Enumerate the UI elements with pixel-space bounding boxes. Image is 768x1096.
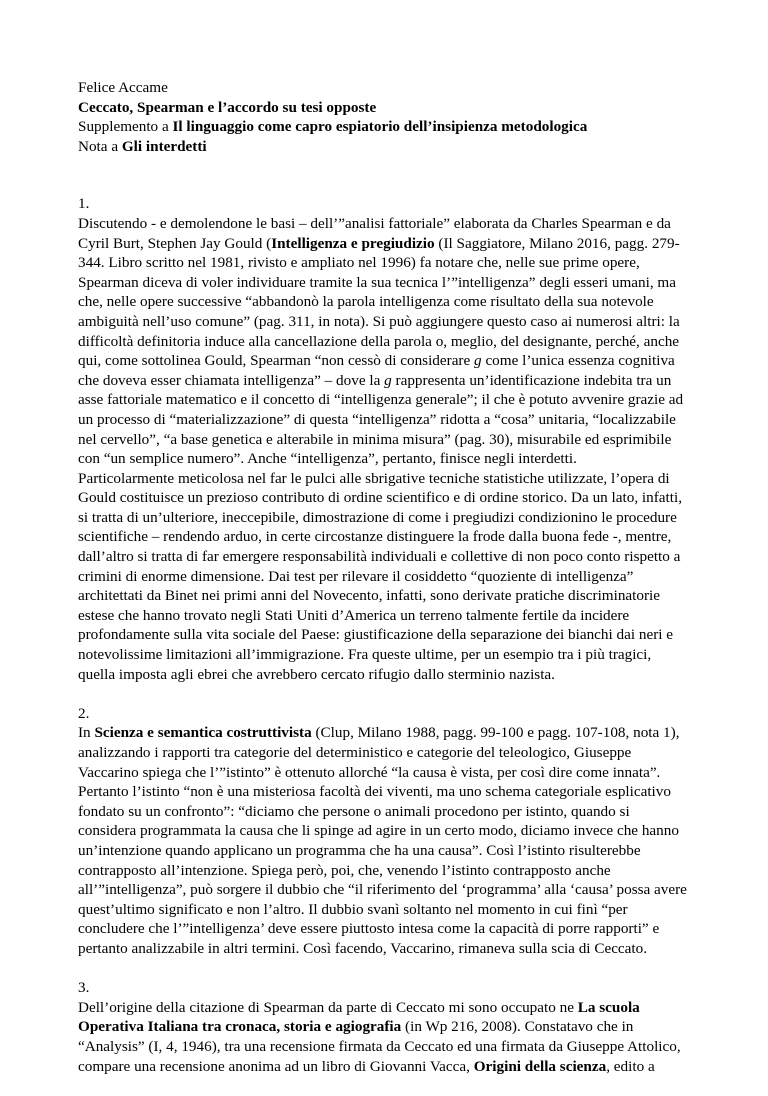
text-run: In <box>78 724 95 742</box>
book-title: Scienza e semantica costruttivista <box>94 724 312 742</box>
book-title: Intelligenza e pregiudizio <box>271 234 435 252</box>
book-title: La scuola Operativa Italiana tra cronaca, storia e agiografia <box>78 998 640 1036</box>
text-run: (in Wp 216, 2008). Constatavo che in “Analysis” (I, 4, 1946), tra una recensione firmata da Ceccato ed una firmata da Giuseppe Attolico, compare una recensione anonima ad un libro di Giovanni Vacca, <box>78 1018 681 1075</box>
supplement-line <box>78 117 690 137</box>
note-title: Gli interdetti <box>121 137 207 155</box>
supplement-prefix: Supplemento a <box>78 118 173 136</box>
text-run: (Il Saggiatore, Milano 2016, pagg. 279-344. Libro scritto nel 1981, rivisto e ampliato nel 1996) fa notare che, nelle sue prime opere, Spearman diceva di voler individuare tramite la sua tecnica l’”intelligenza” degli esseri umani, ma che, nelle opere successive “abbandonò la parola intelligenza come risultato della sua notevole ambiguità nell’uso comune” (pag. 311, in nota). Si può aggiungere questo caso ai numerosi altri: la difficoltà definitoria induce alla cancellazione della parola o, meglio, del designante, perché, anche qui, come sottolinea Gould, Spearman “non cessò di considerare <box>78 234 680 370</box>
paragraph <box>78 214 690 469</box>
document-title: Ceccato, Spearman e l’accordo su tesi opposte <box>78 98 377 116</box>
text-run: Discutendo - e demolendone le basi – dell’”analisi fattoriale” elaborata da Charles Spearman e da Cyril Burt, Stephen Jay Gould ( <box>78 214 671 252</box>
text-run: come l’unica essenza cognitiva che doveva esser chiamata intelligenza” – dove la <box>78 352 675 389</box>
paragraph <box>78 998 690 1076</box>
section-1 <box>78 194 690 684</box>
text-run: , edito a <box>606 1057 655 1075</box>
section-number: 3. <box>78 979 90 997</box>
title-line <box>78 98 690 118</box>
text-run: Dell’origine della citazione di Spearman da parte di Ceccato mi sono occupato ne <box>78 998 578 1016</box>
section-3 <box>78 978 690 1076</box>
supplement-title: Il linguaggio come capro espiatorio dell’insipienza metodologica <box>172 118 588 136</box>
book-title: Origini della scienza <box>473 1057 607 1075</box>
document-body <box>78 194 690 1076</box>
italic-symbol: g <box>384 371 392 389</box>
paragraph <box>78 469 690 685</box>
text-run: Particolarmente meticolosa nel far le pulci alle sbrigative tecniche statistiche utilizzate, l’opera di Gould costituisce un prezioso contributo di ordine scientifico e di ordine storico. Da un lato, infatti, si tratta di un’ulteriore, ineccepibile, dimostrazione di come i pregiudizi condizionino le procedure scientifiche – rendendo arduo, in certe circostanze distinguere la frode dalla buona fede -, mentre, dall’altro si tratta di far emergere responsabilità individuali e collettive di non poco conto rispetto a crimini di enorme dimensione. Dai test per rilevare il cosiddetto “quoziente di intelligenza” architettati da Binet nei primi anni del Novecento, infatti, sono derivate pratiche discriminatorie estese che hanno trovato negli Stati Uniti d’America un terreno talmente fertile da incidere profondamente sulla vita sociale del Paese: giustificazione della separazione dei bianchi dai neri e notevolissime limitazioni all’immigrazione. Fra queste ultime, per un esempio tra i più tragici, quella imposta agli ebrei che avrebbero cercato rifugio dallo sterminio nazista. <box>78 469 682 683</box>
author-name: Felice Accame <box>78 79 168 96</box>
text-run: rappresenta un’identificazione indebita tra un asse fattoriale matematico e il concetto di “intelligenza generale”; il che è potuto avvenire grazie ad un processo di “materializzazione” di questa “intelligenza” ridotta a “cosa” unitaria, “localizzabile nel cervello”, “a base genetica e alterabile in minima misura” (pag. 30), misurabile ed esprimibile con “un semplice numero”. Anche “intelligenza”, pertanto, finisce negli interdetti. <box>78 371 684 468</box>
text-run: (Clup, Milano 1988, pagg. 99-100 e pagg. 107-108, nota 1), analizzando i rapporti tra categorie del deterministico e categorie del teleologico, Giuseppe Vaccarino spiega che l’”istinto” è ottenuto allorché “la causa è vista, per così dire come innata”. Pertanto l’istinto “non è una misteriosa facoltà dei viventi, ma uno schema categoriale esplicativo fondato su un confronto”: “diciamo che persone o animali procedono per istinto, quando si considera programmata la causa che li spinge ad agire in un certo modo, diciamo invece che hanno un’intenzione quando applicano un programma che ha una causa”. Così l’istinto risulterebbe contrapposto all’intenzione. Spiega però, poi, che, venendo l’istinto contrapposto anche all’”intelligenza”, può sorgere il dubbio che “il riferimento del ‘programma’ alla ‘causa’ possa avere quest’ultimo significato e non l’altro. Il dubbio svanì soltanto nel momento in cui finì “per concludere che l’”intelligenza’ deve essere piuttosto intesa come la capacità di porre rapporti” e pertanto analizzabile in altri termini. Così facendo, Vaccarino, rimaneva sulla scia di Ceccato. <box>78 724 687 957</box>
section-number: 1. <box>78 195 90 213</box>
note-line <box>78 137 690 157</box>
paragraph <box>78 723 690 958</box>
document-header <box>78 78 690 156</box>
author-line <box>78 78 690 98</box>
section-number: 2. <box>78 704 90 722</box>
note-prefix: Nota a <box>78 137 122 155</box>
italic-symbol: g <box>474 352 482 370</box>
section-2 <box>78 704 690 959</box>
document-page <box>78 78 690 1096</box>
header-gap <box>78 156 690 194</box>
